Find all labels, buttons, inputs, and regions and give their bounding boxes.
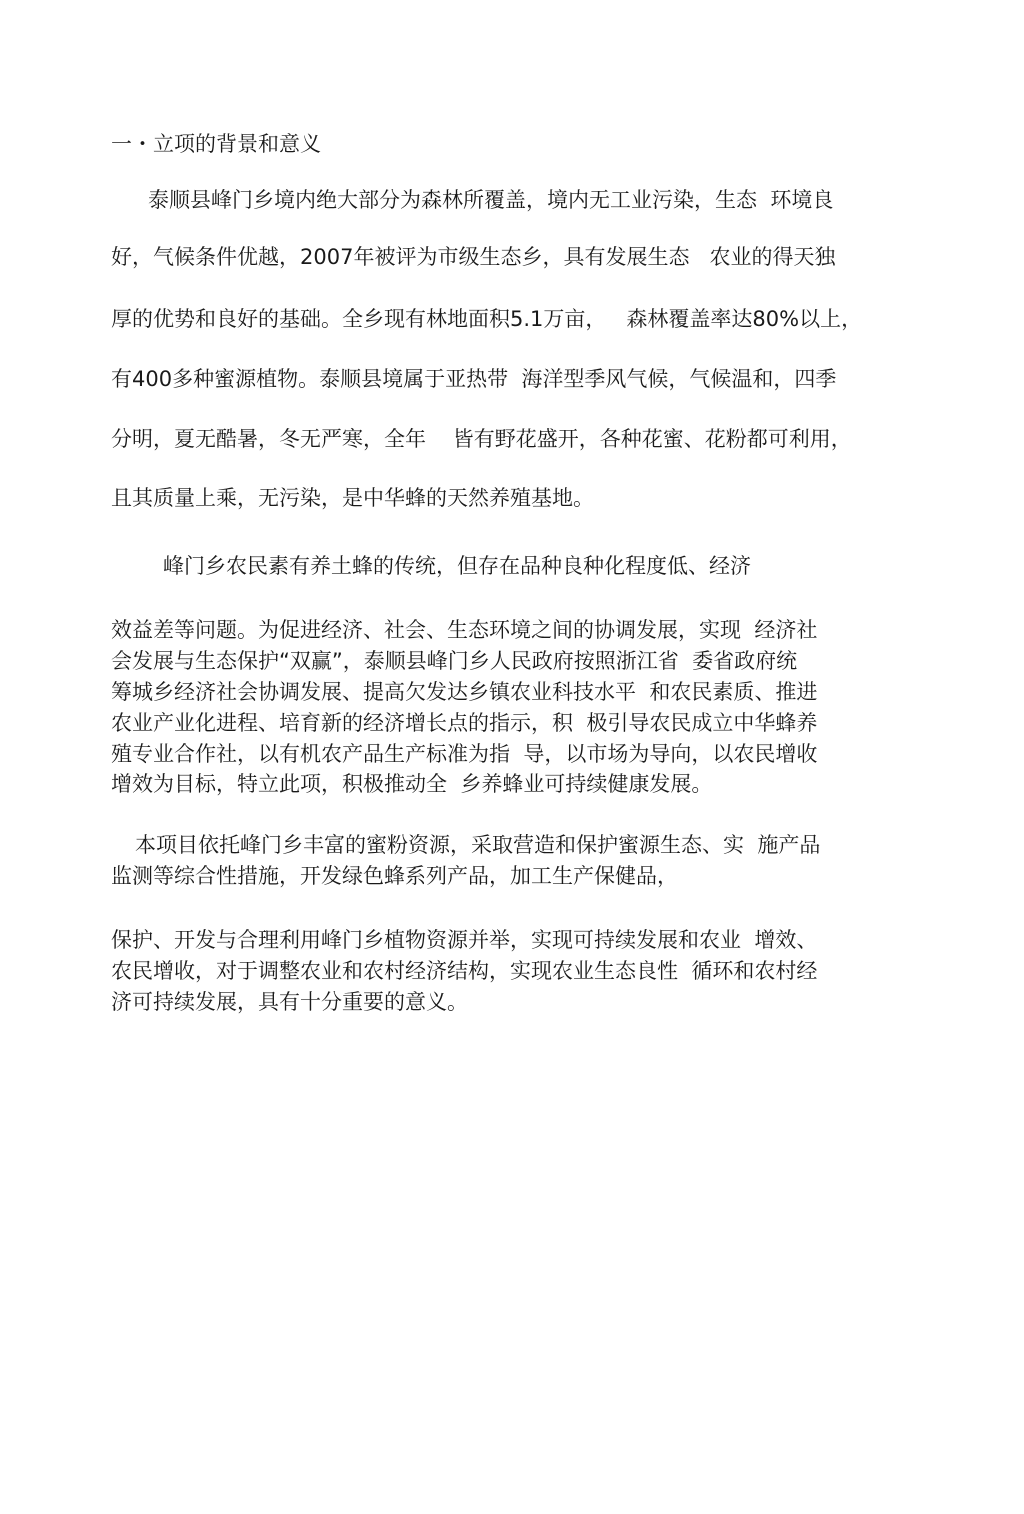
paragraph-1-line-2: 好，气候条件优越，2007年被评为市级生态乡，具有发展生态 农业的得天独 bbox=[111, 245, 836, 269]
paragraph-4-line-2: 农民增收，对于调整农业和农村经济结构，实现农业生态良性 循环和农村经 bbox=[111, 959, 818, 983]
paragraph-1-line-3: 厚的优势和良好的基础。全乡现有林地面积5.1万亩， 森林覆盖率达80%以上， bbox=[111, 307, 863, 331]
paragraph-4-line-3: 济可持续发展，具有十分重要的意义。 bbox=[111, 990, 468, 1014]
paragraph-2-line-5: 农业产业化进程、培育新的经济增长点的指示，积 极引导农民成立中华蜂养 bbox=[111, 711, 818, 735]
paragraph-2-line-6: 殖专业合作社，以有机农产品生产标准为指 导，以市场为导向，以农民增收 bbox=[111, 742, 818, 766]
paragraph-1-line-1: 泰顺县峰门乡境内绝大部分为森林所覆盖，境内无工业污染，生态 环境良 bbox=[148, 188, 834, 212]
paragraph-2-line-4: 筹城乡经济社会协调发展、提高欠发达乡镇农业科技水平 和农民素质、推进 bbox=[111, 680, 818, 704]
paragraph-1-line-5: 分明，夏无酷暑，冬无严寒，全年 皆有野花盛开，各种花蜜、花粉都可利用， bbox=[111, 427, 852, 451]
paragraph-2-line-2: 效益差等问题。为促进经济、社会、生态环境之间的协调发展，实现 经济社 bbox=[111, 618, 818, 642]
paragraph-3-line-2: 监测等综合性措施，开发绿色蜂系列产品，加工生产保健品， bbox=[111, 864, 678, 888]
paragraph-2-line-3: 会发展与生态保护“双赢”，泰顺县峰门乡人民政府按照浙江省 委省政府统 bbox=[111, 649, 798, 673]
paragraph-1-line-4: 有400多种蜜源植物。泰顺县境属于亚热带 海洋型季风气候，气候温和，四季 bbox=[111, 367, 837, 391]
paragraph-4-line-1: 保护、开发与合理利用峰门乡植物资源并举，实现可持续发展和农业 增效、 bbox=[111, 928, 818, 952]
paragraph-2-line-1: 峰门乡农民素有养土蜂的传统，但存在品种良种化程度低、经济 bbox=[163, 554, 751, 578]
paragraph-1-line-6: 且其质量上乘，无污染，是中华蜂的天然养殖基地。 bbox=[111, 486, 594, 510]
paragraph-3-line-1: 本项目依托峰门乡丰富的蜜粉资源，采取营造和保护蜜源生态、实 施产品 bbox=[135, 833, 821, 857]
paragraph-2-line-7: 增效为目标，特立此项，积极推动全 乡养蜂业可持续健康发展。 bbox=[111, 772, 713, 796]
section-heading: 一・立项的背景和意义 bbox=[111, 132, 321, 156]
